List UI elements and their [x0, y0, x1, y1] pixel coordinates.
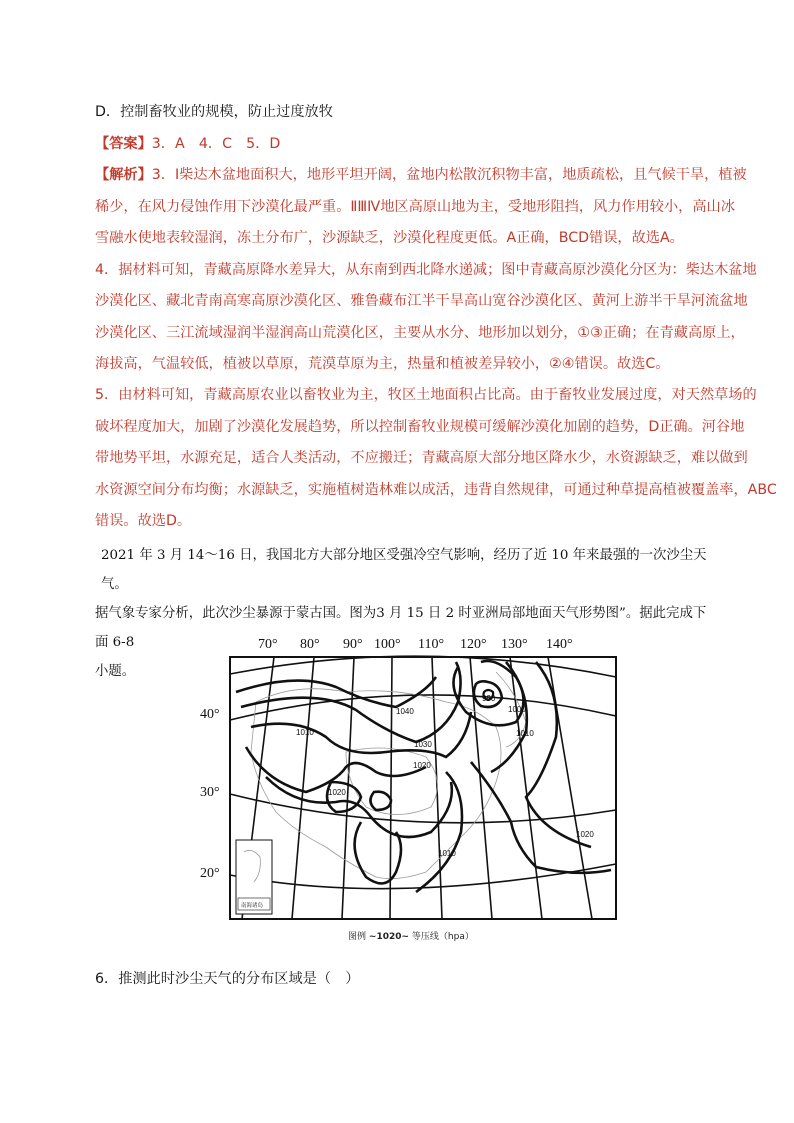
- question-6: 6．推测此时沙尘天气的分布区域是（ ）: [95, 971, 360, 987]
- isobar-label: 1010: [438, 849, 456, 858]
- lon-label: 120°: [460, 637, 487, 652]
- analysis-line-1: [95, 165, 747, 185]
- lon-label: 110°: [418, 637, 445, 652]
- isobar-sample-icon: ~1020~: [368, 932, 410, 942]
- isobar-label: 990: [482, 694, 496, 703]
- option-d: D．控制畜牧业的规模，防止过度放牧: [95, 104, 333, 120]
- analysis-line-8: 5．由材料可知，青藏高原农业以畜牧业为主，牧区土地面积占比高。由于畜牧业发展过度，对天然草场的: [95, 387, 757, 403]
- isobar-label: 1020: [576, 830, 594, 839]
- analysis-line-12: 错误。故选D。: [95, 513, 192, 529]
- lat-label: 40°: [200, 707, 220, 722]
- analysis-text: 3．Ⅰ柴达木盆地面积大，地形平坦开阔，盆地内松散沉积物丰富，地质疏松，且气候干旱，植被: [151, 167, 747, 183]
- analysis-line-10: 带地势平坦，水源充足，适合人类活动，不应搬迁；青藏高原大部分地区降水少，水资源缺乏，难以做到: [95, 450, 748, 466]
- legend-sample: 1020: [376, 932, 402, 942]
- isobar-label: 1010: [296, 728, 314, 737]
- legend-prefix: 图例: [348, 932, 367, 942]
- analysis-tag: 【解析】: [95, 167, 152, 183]
- map-legend: [348, 929, 474, 942]
- analysis-line-5: 沙漠化区、藏北青南高寒高原沙漠化区、雅鲁藏布江半干旱高山宽谷沙漠化区、黄河上游半干旱河流盆地: [95, 293, 748, 309]
- answer-text: 3．A 4．C 5．D: [151, 136, 281, 152]
- weather-map: [196, 632, 626, 942]
- isobar-label: 1000: [508, 705, 526, 714]
- analysis-line-11: 水资源空间分布均衡；水源缺乏，实施植树造林难以成活，违背自然规律，可通过种草提高植被覆盖率，ABC: [95, 482, 777, 498]
- lon-label: 90°: [343, 637, 363, 652]
- analysis-line-2: 稀少，在风力侵蚀作用下沙漠化最严重。ⅡⅢⅣ地区高原山地为主，受地形阻挡，风力作用较小，高山冰: [95, 199, 735, 215]
- lat-label: 30°: [200, 785, 220, 800]
- analysis-line-7: 海拔高，气温较低，植被以草原，荒漠草原为主，热量和植被差异较小，②④错误。故选C。: [95, 356, 670, 372]
- passage-line: 小题。: [95, 664, 136, 679]
- passage-line: 2021 年 3 月 14～16 日，我国北方大部分地区受强冷空气影响，经历了近 10 年来最强的一次沙尘天气。: [101, 548, 707, 592]
- analysis-line-9: 破坏程度加大，加剧了沙漠化发展趋势，所以控制畜牧业规模可缓解沙漠化加剧的趋势，D正确。河谷地: [95, 419, 745, 435]
- isobar-label: 1030: [414, 740, 432, 749]
- lon-label: 70°: [258, 637, 278, 652]
- analysis-line-6: 沙漠化区、三江流域湿润半湿润高山荒漠化区，主要从水分、地形加以划分，①③正确；在青藏高原上，: [95, 325, 745, 341]
- lon-label: 130°: [501, 637, 528, 652]
- isobar-label: 1020: [328, 788, 346, 797]
- isobar-label: 1040: [396, 707, 414, 716]
- analysis-line-3: 雪融水使地表较湿润，冻土分布广，沙源缺乏，沙漠化程度更低。A正确，BCD错误，故选A。: [95, 230, 684, 246]
- legend-suffix: 等压线（hpa）: [411, 932, 474, 942]
- answer-tag: 【答案】: [95, 136, 152, 152]
- analysis-line-4: 4．据材料可知，青藏高原降水差异大，从东南到西北降水递减；图中青藏高原沙漠化分区为：柴达木盆地: [95, 262, 757, 278]
- lon-label: 140°: [546, 637, 573, 652]
- passage-line: 据气象专家分析，此次沙尘暴源于蒙古国。图为3 月 15 日 2 时亚洲局部地面天气形势图”。据此完成下面 6-8: [95, 606, 707, 650]
- answer-line: [95, 134, 280, 154]
- inset-label: 南海诸岛: [241, 903, 264, 909]
- isobar-label: 1020: [413, 761, 431, 770]
- lon-label: 100°: [374, 637, 401, 652]
- lat-label: 20°: [200, 866, 220, 881]
- lon-label: 80°: [300, 637, 320, 652]
- isobar-label: 1010: [516, 729, 534, 738]
